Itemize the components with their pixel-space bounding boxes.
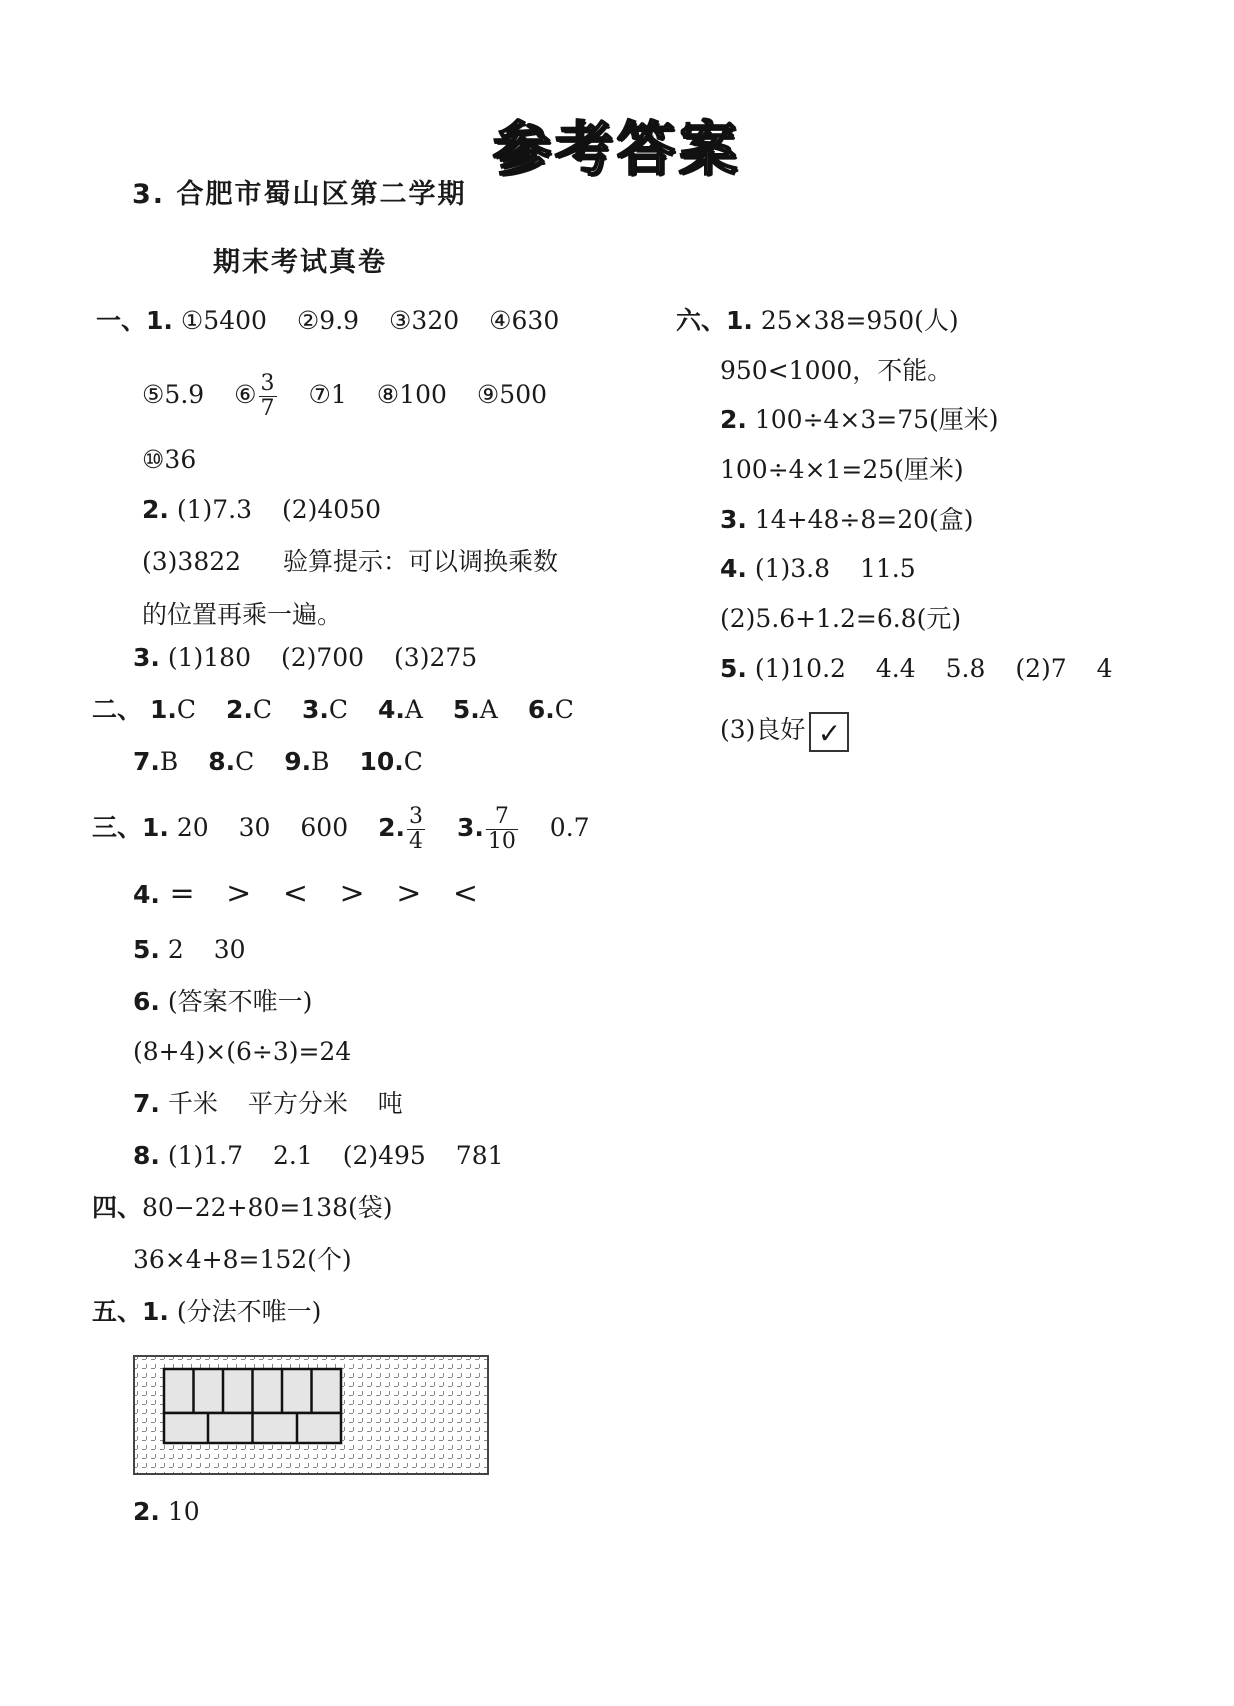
s1-q1-row1: [96, 305, 559, 337]
answer: C: [328, 695, 349, 724]
answer: 30: [238, 813, 271, 842]
s6-q1-row2: [720, 355, 952, 387]
expression: 100÷4×3=75(厘米): [754, 405, 999, 434]
answer: (3)3822: [142, 547, 242, 576]
s6-q2-row1: [720, 404, 999, 436]
expression: 36×4+8=152(个): [133, 1245, 352, 1274]
answer: ⑥: [234, 380, 257, 409]
s6-q3-row: [720, 504, 974, 536]
section-1-label: 一、: [96, 306, 147, 335]
s1-q3-row: [133, 642, 477, 674]
answer: ⑩36: [142, 445, 197, 474]
fraction: [259, 372, 277, 421]
s6-q2-row2: [720, 454, 964, 486]
answer: (2)4050: [281, 495, 382, 524]
question-number: 8.: [208, 747, 236, 776]
checkmark-icon: ✓: [817, 716, 842, 750]
answer: C: [235, 747, 255, 776]
comparison-symbol: =: [169, 876, 195, 911]
question-number: 1.: [142, 813, 169, 842]
answer: 781: [455, 1141, 504, 1170]
answer: ③320: [389, 306, 460, 335]
s1-q2-row2: [142, 546, 558, 578]
s5-row1: [92, 1296, 321, 1328]
s3-q6-row2: [133, 1036, 351, 1068]
answer: 30: [213, 935, 246, 964]
page-title: 参考答案: [492, 115, 741, 183]
s4-row1: [92, 1192, 393, 1224]
question-number: 5.: [452, 695, 480, 724]
s6-q1-row1: [676, 305, 959, 337]
comparison-symbol: <: [282, 876, 308, 911]
answer: C: [554, 695, 574, 724]
question-number: 4.: [133, 880, 160, 909]
expression: 80−22+80=138(袋): [142, 1193, 393, 1222]
s6-q4-row2: [720, 603, 961, 635]
question-number: 2.: [378, 813, 405, 842]
answer: 2: [167, 935, 184, 964]
answer: (1)1.7: [167, 1141, 244, 1170]
s3-q5-row: [133, 934, 246, 966]
denominator: 7: [260, 396, 275, 421]
answer: ④630: [489, 306, 560, 335]
question-number: 3.: [133, 643, 160, 672]
expression: (2)5.6+1.2=6.8(元): [720, 604, 962, 633]
answer: (2)7: [1015, 654, 1067, 683]
comparison-symbol: <: [452, 876, 479, 911]
answer: B: [311, 747, 330, 776]
section-2-label: 二、: [92, 695, 143, 724]
dot-grid-figure: [133, 1355, 489, 1481]
exam-title-line2: 期末考试真卷: [213, 247, 387, 278]
answer: C: [176, 695, 197, 724]
question-number: 2.: [225, 695, 253, 724]
answer: (1)3.8: [754, 554, 831, 583]
question-number: 2.: [142, 495, 169, 524]
answer: ⑦1: [308, 380, 347, 409]
s1-q2-row3: [142, 599, 342, 631]
question-number: 8.: [133, 1141, 160, 1170]
section-6-label: 六、: [676, 306, 727, 335]
answer: A: [479, 695, 498, 724]
answer: 2.1: [272, 1141, 313, 1170]
denominator: 10: [487, 829, 516, 854]
answer: 11.5: [859, 554, 916, 583]
answer: 600: [300, 813, 349, 842]
expression: (8+4)×(6÷3)=24: [133, 1037, 352, 1066]
comparison-symbol: >: [396, 876, 422, 911]
s1-q2-row1: [142, 494, 381, 526]
s3-row1: [92, 800, 590, 856]
question-number: 6.: [527, 695, 555, 724]
question-number: 4.: [377, 695, 405, 724]
question-number: 2.: [133, 1497, 160, 1526]
s6-q5-row1: [720, 653, 1113, 685]
question-number: 1.: [726, 306, 753, 335]
section-3-label: 三、: [92, 813, 143, 842]
answer: (1)7.3: [176, 495, 253, 524]
question-number: 2.: [720, 405, 747, 434]
exam-title-line1: 3. 合肥市蜀山区第二学期: [132, 179, 467, 210]
section-4-label: 四、: [92, 1193, 143, 1222]
answer: C: [403, 747, 423, 776]
answer: (2)495: [342, 1141, 426, 1170]
answer: ②9.9: [296, 306, 360, 335]
answer: A: [404, 695, 423, 724]
hint: 验算提示：可以调换乘数: [283, 547, 559, 576]
s3-q7-row: [133, 1088, 403, 1120]
question-number: 1.: [146, 306, 173, 335]
answer: 950<1000，不能。: [720, 356, 953, 385]
s6-q4-row1: [720, 553, 916, 585]
note: (答案不唯一): [167, 987, 313, 1016]
section-5-label: 五、: [92, 1297, 143, 1326]
answer: ⑤5.9: [142, 380, 205, 409]
question-number: 6.: [133, 987, 160, 1016]
question-number: 3.: [456, 813, 484, 842]
divided-rectangle: [164, 1369, 341, 1443]
s6-q5-row2: [720, 708, 849, 752]
expression: 14+48÷8=20(盒): [754, 505, 974, 534]
expression: 100÷4×1=25(厘米): [720, 455, 964, 484]
s3-q4-row: [133, 878, 478, 911]
fraction: [486, 805, 518, 854]
answer: 0.7: [549, 813, 590, 842]
s3-q6-row1: [133, 986, 312, 1018]
comparison-symbol: >: [226, 876, 252, 911]
answer: B: [159, 747, 179, 776]
s5-q2-row: [133, 1496, 200, 1528]
answer: 5.8: [945, 654, 986, 683]
question-number: 7.: [133, 1089, 160, 1118]
question-number: 3.: [720, 505, 747, 534]
expression: 25×38=950(人): [760, 306, 959, 335]
answer: ⑨500: [476, 380, 548, 409]
answer: 4: [1096, 654, 1113, 683]
answer: ①5400: [180, 306, 267, 335]
answer: 吨: [377, 1089, 403, 1118]
note: (分法不唯一): [176, 1297, 322, 1326]
answer: 平方分米: [247, 1089, 348, 1118]
hint: 的位置再乘一遍。: [142, 600, 343, 629]
question-number: 10.: [359, 747, 404, 776]
question-number: 3.: [301, 695, 329, 724]
answer: 千米: [167, 1089, 218, 1118]
answer: 4.4: [875, 654, 916, 683]
s2-row2: [133, 746, 423, 778]
denominator: 4: [408, 829, 423, 854]
question-number: 7.: [133, 747, 160, 776]
answer: (1)180: [167, 643, 251, 672]
answer: (3)275: [394, 643, 478, 672]
answer: C: [252, 695, 273, 724]
question-number: 5.: [720, 654, 747, 683]
question-number: 9.: [284, 747, 312, 776]
grid-svg: [133, 1355, 489, 1475]
s1-q1-row2: [142, 370, 547, 421]
s2-row1: [92, 694, 574, 726]
answer: (2)700: [280, 643, 365, 672]
answer: 10: [167, 1497, 200, 1526]
answer: ⑧100: [376, 380, 447, 409]
s4-row2: [133, 1244, 352, 1276]
question-number: 1.: [142, 1297, 169, 1326]
question-number: 4.: [720, 554, 747, 583]
checkmark-box: [809, 712, 849, 752]
s3-q8-row: [133, 1140, 504, 1172]
answer: (3)良好: [720, 715, 806, 744]
question-number: 5.: [133, 935, 160, 964]
question-number: 1.: [149, 695, 177, 724]
answer: 20: [176, 813, 209, 842]
fraction: [407, 805, 425, 854]
answer: (1)10.2: [754, 654, 846, 683]
numerator: 3: [260, 371, 275, 396]
numerator: 7: [486, 805, 518, 830]
numerator: 3: [408, 804, 423, 829]
comparison-symbol: >: [339, 876, 365, 911]
s1-q1-row3: [142, 444, 196, 476]
